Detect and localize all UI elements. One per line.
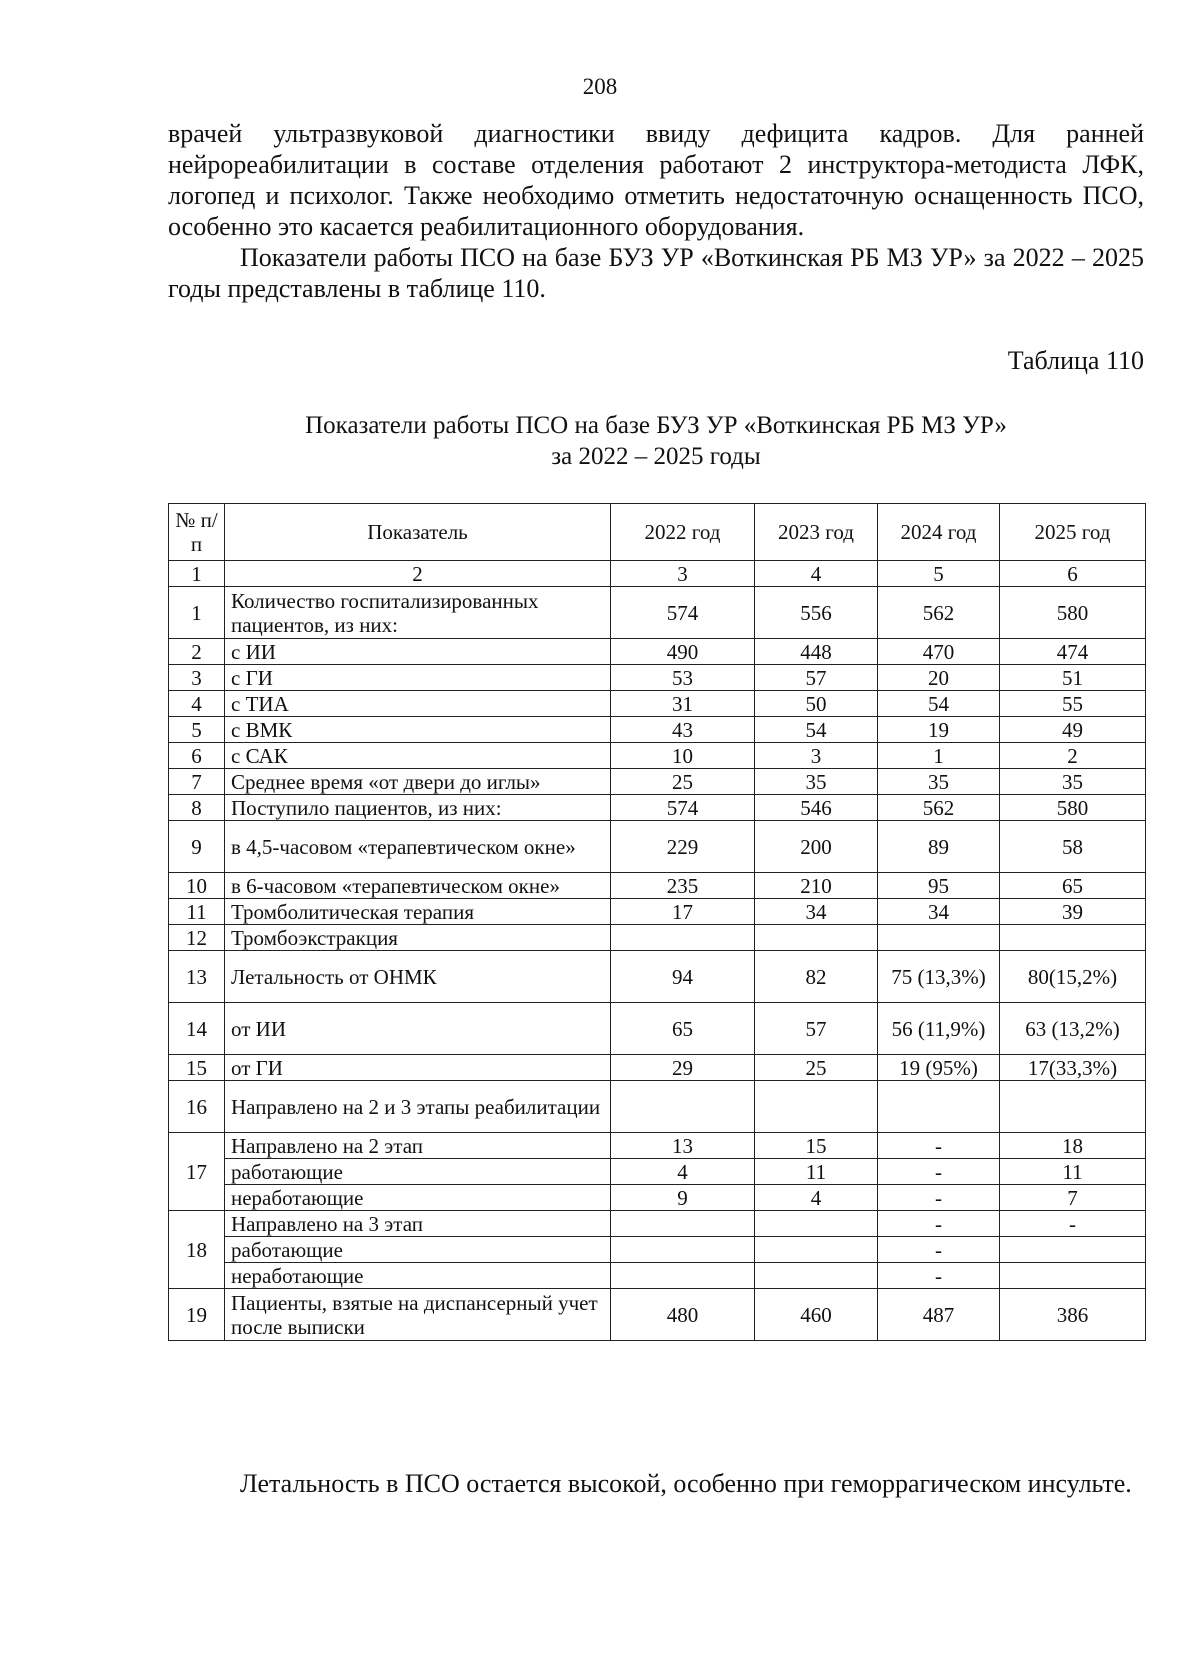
row-value: 57 <box>755 1003 878 1055</box>
row-number: 17 <box>169 1133 225 1211</box>
row-number: 12 <box>169 925 225 951</box>
row-value: 54 <box>755 717 878 743</box>
colnum-cell: 1 <box>169 561 225 587</box>
row-value: 574 <box>611 587 755 639</box>
row-value: 57 <box>755 665 878 691</box>
row-value: - <box>878 1263 1000 1289</box>
row-value: 546 <box>755 795 878 821</box>
row-value: 65 <box>1000 873 1146 899</box>
row-value: 35 <box>878 769 1000 795</box>
row-value: 2 <box>1000 743 1146 769</box>
row-value: 9 <box>611 1185 755 1211</box>
row-value <box>1000 1263 1146 1289</box>
row-number: 15 <box>169 1055 225 1081</box>
row-indicator: Летальность от ОНМК <box>225 951 611 1003</box>
row-value: 19 <box>878 717 1000 743</box>
row-value: - <box>878 1133 1000 1159</box>
table-row <box>169 899 1146 925</box>
row-indicator: работающие <box>225 1237 611 1263</box>
table-row <box>169 1263 1146 1289</box>
row-value <box>755 1263 878 1289</box>
row-indicator: с ИИ <box>225 639 611 665</box>
row-value <box>755 1237 878 1263</box>
row-value: 95 <box>878 873 1000 899</box>
table-row <box>169 769 1146 795</box>
header-2023: 2023 год <box>755 504 878 561</box>
paragraph-2-text: Показатели работы ПСО на базе БУЗ УР «Воткинская РБ МЗ УР» за 2022 – 2025 годы представлены в таблице 110. <box>168 243 1144 303</box>
row-value <box>755 1081 878 1133</box>
row-value: 562 <box>878 587 1000 639</box>
table-row <box>169 1211 1146 1237</box>
row-value <box>611 1263 755 1289</box>
row-indicator: неработающие <box>225 1185 611 1211</box>
row-indicator: в 4,5-часовом «терапевтическом окне» <box>225 821 611 873</box>
table-row <box>169 795 1146 821</box>
row-value: - <box>878 1237 1000 1263</box>
row-value: - <box>878 1211 1000 1237</box>
row-indicator: неработающие <box>225 1263 611 1289</box>
row-value: - <box>878 1185 1000 1211</box>
row-value: 53 <box>611 665 755 691</box>
row-value <box>878 925 1000 951</box>
table-header-row <box>169 504 1146 561</box>
table-caption-line-2: за 2022 – 2025 годы <box>551 443 761 470</box>
table-caption-line-1: Показатели работы ПСО на базе БУЗ УР «Воткинская РБ МЗ УР» <box>305 412 1007 439</box>
row-value: 25 <box>755 1055 878 1081</box>
table-row <box>169 1081 1146 1133</box>
row-value: 50 <box>755 691 878 717</box>
row-value: 35 <box>755 769 878 795</box>
row-indicator: с ТИА <box>225 691 611 717</box>
row-number: 13 <box>169 951 225 1003</box>
row-indicator: в 6-часовом «терапевтическом окне» <box>225 873 611 899</box>
colnum-cell: 6 <box>1000 561 1146 587</box>
row-value: 4 <box>755 1185 878 1211</box>
row-value <box>611 1211 755 1237</box>
row-number: 5 <box>169 717 225 743</box>
row-value: 20 <box>878 665 1000 691</box>
header-2022: 2022 год <box>611 504 755 561</box>
row-value: 35 <box>1000 769 1146 795</box>
table-row <box>169 743 1146 769</box>
row-number: 8 <box>169 795 225 821</box>
row-value: 210 <box>755 873 878 899</box>
row-value: 460 <box>755 1289 878 1341</box>
row-value: 556 <box>755 587 878 639</box>
table-row <box>169 1159 1146 1185</box>
closing-paragraph <box>168 1466 1144 1502</box>
row-value <box>1000 925 1146 951</box>
colnum-cell: 4 <box>755 561 878 587</box>
row-number: 16 <box>169 1081 225 1133</box>
row-value <box>1000 1081 1146 1133</box>
row-indicator: с ГИ <box>225 665 611 691</box>
row-indicator: Направлено на 2 и 3 этапы реабилитации <box>225 1081 611 1133</box>
row-value: 229 <box>611 821 755 873</box>
row-value: 51 <box>1000 665 1146 691</box>
row-value: 11 <box>755 1159 878 1185</box>
row-value: - <box>1000 1211 1146 1237</box>
table-label: Таблица 110 <box>1007 346 1144 375</box>
row-value: 3 <box>755 743 878 769</box>
row-value: 580 <box>1000 795 1146 821</box>
table-row <box>169 925 1146 951</box>
row-value: 7 <box>1000 1185 1146 1211</box>
row-value <box>611 1237 755 1263</box>
row-value: 17 <box>611 899 755 925</box>
row-value: 4 <box>611 1159 755 1185</box>
row-value: 39 <box>1000 899 1146 925</box>
table-row <box>169 717 1146 743</box>
row-indicator: Среднее время «от двери до иглы» <box>225 769 611 795</box>
colnum-cell: 3 <box>611 561 755 587</box>
row-indicator: с ВМК <box>225 717 611 743</box>
row-number: 4 <box>169 691 225 717</box>
row-indicator: от ГИ <box>225 1055 611 1081</box>
table-row <box>169 1055 1146 1081</box>
page-number: 208 <box>582 74 618 99</box>
table-row <box>169 951 1146 1003</box>
table-row <box>169 1237 1146 1263</box>
row-value <box>755 1211 878 1237</box>
row-value: 54 <box>878 691 1000 717</box>
row-value: 200 <box>755 821 878 873</box>
row-value: - <box>878 1159 1000 1185</box>
row-number: 7 <box>169 769 225 795</box>
row-value: 75 (13,3%) <box>878 951 1000 1003</box>
table-caption <box>168 410 1144 472</box>
paragraph-1: врачей ультразвуковой диагностики ввиду дефицита кадров. Для ранней нейрореабилитации в составе отделения работают 2 инструктора-методиста ЛФК, логопед и психолог. Также необходимо отметить недостаточную оснащенность ПСО, особенно это касается реабилитационного оборудования. <box>168 119 1144 241</box>
header-indicator: Показатель <box>225 504 611 561</box>
row-value: 490 <box>611 639 755 665</box>
row-number: 18 <box>169 1211 225 1289</box>
row-value: 474 <box>1000 639 1146 665</box>
row-value: 56 (11,9%) <box>878 1003 1000 1055</box>
row-value: 58 <box>1000 821 1146 873</box>
header-num: № п/п <box>169 504 225 561</box>
row-value <box>878 1081 1000 1133</box>
header-2024: 2024 год <box>878 504 1000 561</box>
table-row <box>169 873 1146 899</box>
row-indicator: с САК <box>225 743 611 769</box>
table-row <box>169 1185 1146 1211</box>
indicators-table <box>168 503 1146 1341</box>
row-value: 562 <box>878 795 1000 821</box>
row-value: 34 <box>755 899 878 925</box>
colnum-cell: 5 <box>878 561 1000 587</box>
row-value: 18 <box>1000 1133 1146 1159</box>
row-value <box>611 1081 755 1133</box>
row-value: 94 <box>611 951 755 1003</box>
row-number: 14 <box>169 1003 225 1055</box>
table-row <box>169 639 1146 665</box>
row-indicator: Тромболитическая терапия <box>225 899 611 925</box>
row-value: 34 <box>878 899 1000 925</box>
table-row <box>169 1003 1146 1055</box>
table-row <box>169 587 1146 639</box>
row-value: 1 <box>878 743 1000 769</box>
row-value: 31 <box>611 691 755 717</box>
row-number: 2 <box>169 639 225 665</box>
table-row <box>169 1133 1146 1159</box>
row-value: 29 <box>611 1055 755 1081</box>
row-indicator: Пациенты, взятые на диспансерный учет после выписки <box>225 1289 611 1341</box>
row-indicator: Количество госпитализированных пациентов, из них: <box>225 587 611 639</box>
row-value: 25 <box>611 769 755 795</box>
row-number: 9 <box>169 821 225 873</box>
row-value: 63 (13,2%) <box>1000 1003 1146 1055</box>
row-number: 19 <box>169 1289 225 1341</box>
row-value <box>611 925 755 951</box>
row-value: 487 <box>878 1289 1000 1341</box>
row-value: 49 <box>1000 717 1146 743</box>
paragraph-2 <box>168 242 1144 304</box>
row-value: 55 <box>1000 691 1146 717</box>
row-value: 470 <box>878 639 1000 665</box>
column-number-row <box>169 561 1146 587</box>
row-value: 19 (95%) <box>878 1055 1000 1081</box>
row-value: 574 <box>611 795 755 821</box>
row-value <box>755 925 878 951</box>
row-value: 480 <box>611 1289 755 1341</box>
table-row <box>169 1289 1146 1341</box>
row-indicator: Направлено на 2 этап <box>225 1133 611 1159</box>
row-number: 10 <box>169 873 225 899</box>
row-value <box>1000 1237 1146 1263</box>
row-value: 80(15,2%) <box>1000 951 1146 1003</box>
table-row <box>169 691 1146 717</box>
row-value: 13 <box>611 1133 755 1159</box>
row-indicator: Поступило пациентов, из них: <box>225 795 611 821</box>
row-value: 386 <box>1000 1289 1146 1341</box>
row-value: 17(33,3%) <box>1000 1055 1146 1081</box>
row-value: 448 <box>755 639 878 665</box>
row-number: 11 <box>169 899 225 925</box>
colnum-cell: 2 <box>225 561 611 587</box>
row-value: 89 <box>878 821 1000 873</box>
header-2025: 2025 год <box>1000 504 1146 561</box>
closing-paragraph-text: Летальность в ПСО остается высокой, особенно при геморрагическом инсульте. <box>240 1469 1132 1498</box>
row-indicator: Направлено на 3 этап <box>225 1211 611 1237</box>
row-value: 15 <box>755 1133 878 1159</box>
row-value: 10 <box>611 743 755 769</box>
row-indicator: работающие <box>225 1159 611 1185</box>
row-indicator: Тромбоэкстракция <box>225 925 611 951</box>
row-value: 43 <box>611 717 755 743</box>
row-number: 3 <box>169 665 225 691</box>
table-row <box>169 665 1146 691</box>
table-row <box>169 821 1146 873</box>
row-value: 82 <box>755 951 878 1003</box>
row-number: 1 <box>169 587 225 639</box>
row-value: 235 <box>611 873 755 899</box>
row-value: 11 <box>1000 1159 1146 1185</box>
row-value: 65 <box>611 1003 755 1055</box>
row-number: 6 <box>169 743 225 769</box>
row-value: 580 <box>1000 587 1146 639</box>
row-indicator: от ИИ <box>225 1003 611 1055</box>
